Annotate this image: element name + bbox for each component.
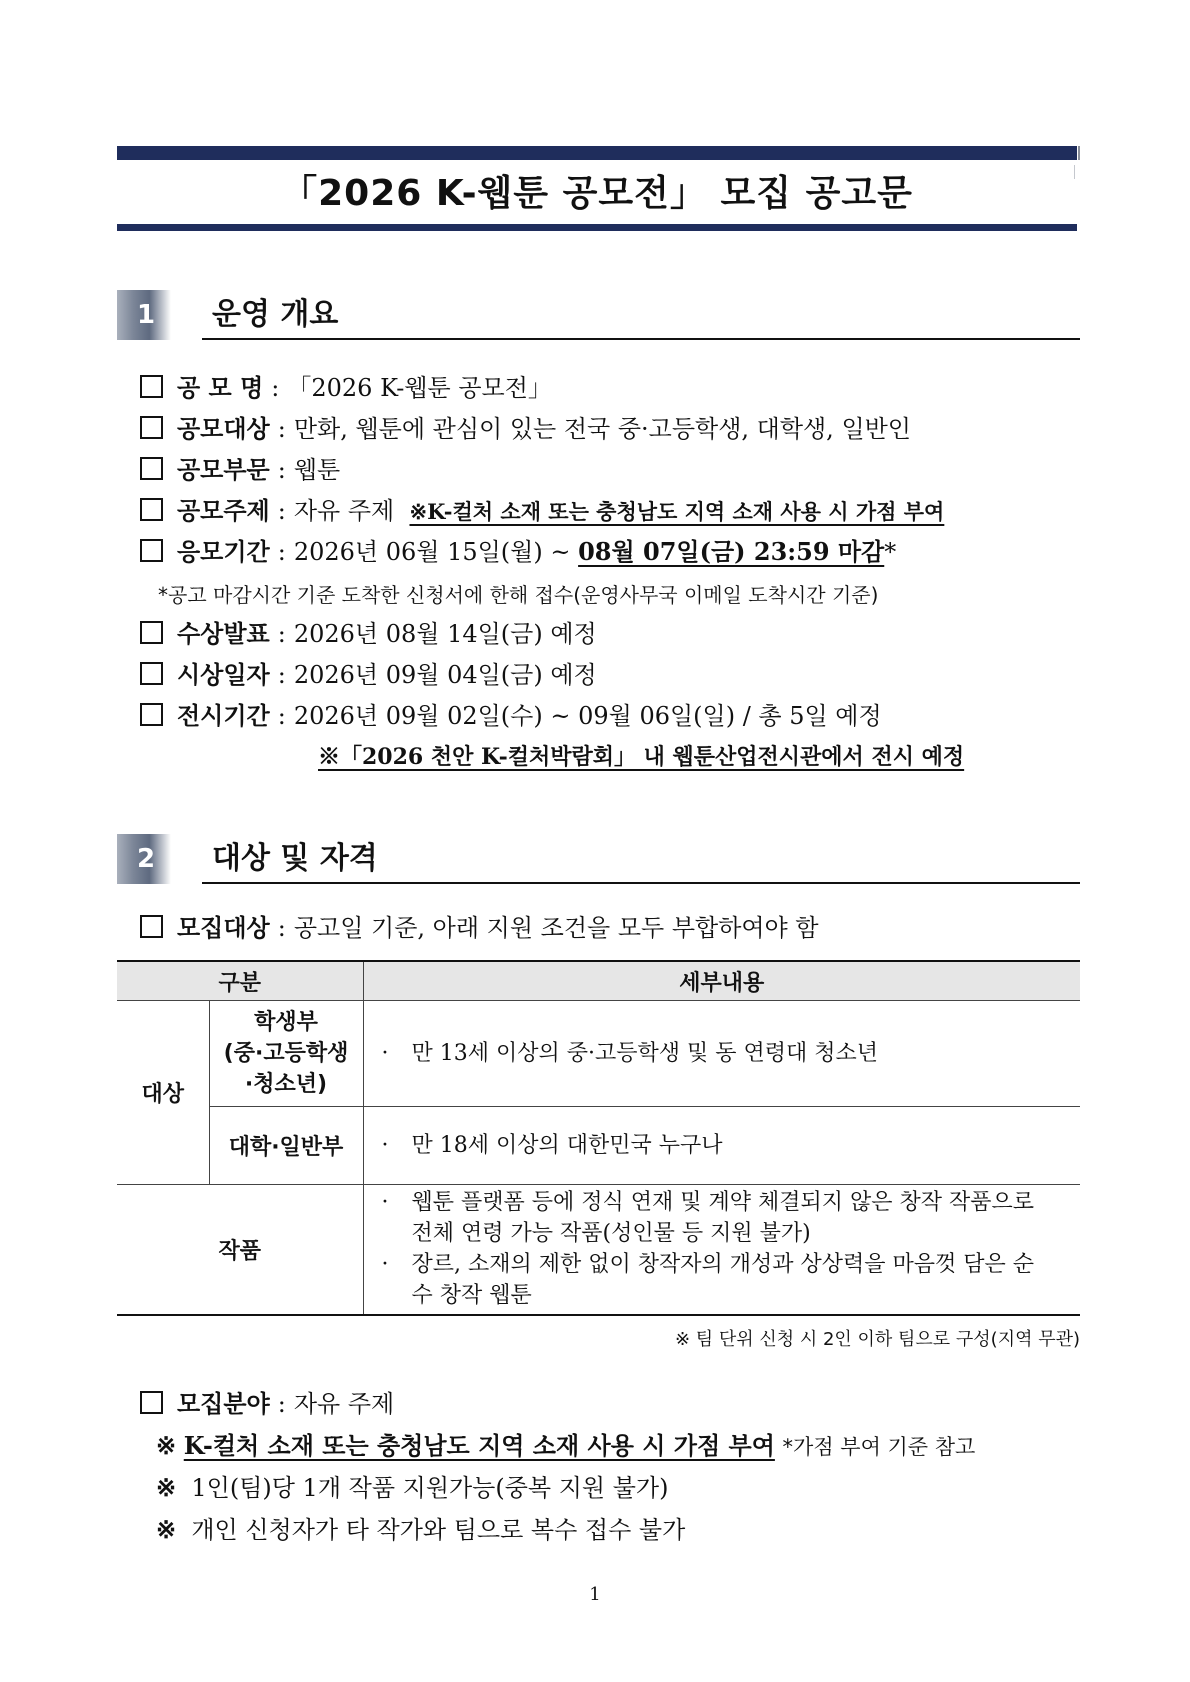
note-mark: ※: [156, 1473, 177, 1502]
deadline-asterisk: *: [884, 538, 897, 566]
table-row: [117, 1185, 1080, 1315]
item-label: 공모부문: [177, 456, 270, 484]
item-announcement: 수상발표 : 2026년 08월 14일(금) 예정: [140, 616, 597, 652]
item-value: 2026년 09월 04일(금) 예정: [293, 661, 597, 689]
item-label: 공모대상: [177, 415, 270, 443]
checkbox-icon: [140, 375, 163, 398]
item-recruit-field: 모집분야 : 자유 주제: [140, 1386, 394, 1422]
category-line: 대학·일반부: [228, 1135, 344, 1160]
table-category-cell: [117, 1185, 363, 1315]
note-text: 개인 신청자가 타 작가와 팀으로 복수 접수 불가: [191, 1516, 686, 1544]
deadline: 08월 07일(금) 23:59 마감: [578, 537, 885, 566]
category-line: (중·고등학생: [223, 1041, 349, 1066]
title-bar-tail: [1074, 146, 1082, 160]
title-bar-bottom: [117, 224, 1077, 231]
item-value: 「2026 K-웹툰 공모전」: [287, 374, 552, 402]
section-2-underline: [202, 882, 1080, 884]
item-value: 2026년 06월 15일(월) ~: [293, 538, 579, 566]
table-detail-cell: [363, 1107, 1080, 1185]
checkbox-icon: [140, 915, 163, 938]
field-note: [156, 1512, 685, 1548]
checkbox-icon: [140, 662, 163, 685]
item-award-date: 시상일자 : 2026년 09월 04일(금) 예정: [140, 657, 597, 693]
checkbox-icon: [140, 416, 163, 439]
exhibit-note: ※「2026 천안 K-컬처박람회」 내 웹툰산업전시관에서 전시 예정: [318, 744, 965, 770]
table-header-detail: 세부내용: [363, 961, 1080, 1001]
note-extra: *가점 부여 기준 참고: [782, 1435, 976, 1459]
title-bar-top: [117, 146, 1077, 160]
item-label: 모집대상: [177, 914, 270, 942]
item-period: 응모기간 : 2026년 06월 15일(월) ~ 08월 07일(금) 23:59 마감*: [140, 534, 896, 570]
checkbox-icon: [140, 621, 163, 644]
field-note: [156, 1428, 975, 1465]
checkbox-icon: [140, 498, 163, 521]
item-label: 전시기간: [177, 702, 270, 730]
period-footnote: *공고 마감시간 기준 도착한 신청서에 한해 접수(운영사무국 이메일 도착시간 기준): [158, 583, 879, 607]
item-value: 웹툰: [293, 456, 341, 484]
table-row: [117, 1001, 1080, 1107]
item-target: 공모대상 : 만화, 웹툰에 관심이 있는 전국 중·고등학생, 대학생, 일반인: [140, 411, 911, 447]
table-row: [117, 1107, 1080, 1185]
item-exhibition: 전시기간 : 2026년 09월 02일(수) ~ 09월 06일(일) / 총 5일 예정: [140, 698, 882, 734]
section-2-title: 대상 및 자격: [212, 841, 378, 876]
section-1-header: [117, 290, 1080, 340]
detail-bullet: · 만 18세 이상의 대한민국 누구나: [382, 1130, 1081, 1161]
item-value: 자유 주제: [293, 497, 395, 525]
item-recruit-target: 모집대상 : 공고일 기준, 아래 지원 조건을 모두 부합하여야 함: [140, 910, 819, 946]
item-value: 2026년 09월 02일(수) ~ 09월 06일(일) / 총 5일 예정: [293, 702, 882, 730]
category-line: 학생부: [254, 1010, 318, 1035]
item-theme: 공모주제 : 자유 주제 ※K-컬처 소재 또는 충청남도 지역 소재 사용 시 가점 부여: [140, 493, 944, 530]
table-group-label: 대상: [117, 1001, 209, 1185]
table-header-category: 구분: [117, 961, 363, 1001]
detail-bullet: · 만 13세 이상의 중·고등학생 및 동 연령대 청소년: [382, 1038, 1081, 1069]
item-label: 모집분야: [177, 1390, 270, 1418]
section-2-header: [117, 834, 1080, 884]
section-1-number: 1: [137, 300, 156, 330]
checkbox-icon: [140, 539, 163, 562]
item-category: 공모부문 : 웹툰: [140, 452, 340, 488]
table-footnote: ※ 팀 단위 신청 시 2인 이하 팀으로 구성(지역 무관): [674, 1329, 1080, 1350]
field-note: [156, 1470, 668, 1506]
detail-bullet: · 장르, 소재의 제한 없이 창작자의 개성과 상상력을 마음껏 담은 순수 창작 웹툰: [382, 1249, 1055, 1311]
note-text: 1인(팀)당 1개 작품 지원가능(중복 지원 불가): [191, 1474, 669, 1502]
checkbox-icon: [140, 703, 163, 726]
page-number: 1: [589, 1584, 601, 1605]
item-label: 공모주제: [177, 497, 270, 525]
item-label: 시상일자: [177, 661, 270, 689]
section-2-number: 2: [137, 844, 156, 874]
checkbox-icon: [140, 1391, 163, 1414]
item-value: 자유 주제: [293, 1390, 395, 1418]
table-category-cell: [209, 1107, 363, 1185]
section-2-number-badge: [117, 834, 171, 884]
item-contest-name: 공 모 명 : 「2026 K-웹툰 공모전」: [140, 370, 552, 406]
table-header-row: [117, 961, 1080, 1001]
note-mark: ※: [156, 1431, 177, 1460]
eligibility-table: [117, 960, 1080, 1316]
detail-bullet: · 웹툰 플랫폼 등에 정식 연재 및 계약 체결되지 않은 창작 작품으로 전체 연령 가능 작품(성인물 등 지원 불가): [382, 1187, 1055, 1249]
theme-bonus-note: ※K-컬처 소재 또는 충청남도 지역 소재 사용 시 가점 부여: [409, 499, 945, 524]
item-label: 수상발표: [177, 620, 270, 648]
category-line: 작품: [218, 1238, 261, 1264]
item-label: 응모기간: [177, 538, 270, 566]
item-value: 공고일 기준, 아래 지원 조건을 모두 부합하여야 함: [293, 914, 819, 942]
table-detail-cell: [363, 1185, 1080, 1315]
item-value: 2026년 08월 14일(금) 예정: [293, 620, 597, 648]
document-title: 「2026 K-웹툰 공모전」 모집 공고문: [281, 173, 913, 214]
section-1-number-badge: [117, 290, 171, 340]
item-value: 만화, 웹툰에 관심이 있는 전국 중·고등학생, 대학생, 일반인: [293, 415, 911, 443]
note-text: K-컬처 소재 또는 충청남도 지역 소재 사용 시 가점 부여: [183, 1431, 775, 1460]
section-1-underline: [202, 338, 1080, 340]
category-line: ·청소년): [244, 1072, 328, 1097]
note-mark: ※: [156, 1515, 177, 1544]
section-1-title: 운영 개요: [212, 297, 339, 332]
checkbox-icon: [140, 457, 163, 480]
table-detail-cell: [363, 1001, 1080, 1107]
table-category-cell: [209, 1001, 363, 1107]
item-label: 공 모 명: [177, 374, 264, 402]
